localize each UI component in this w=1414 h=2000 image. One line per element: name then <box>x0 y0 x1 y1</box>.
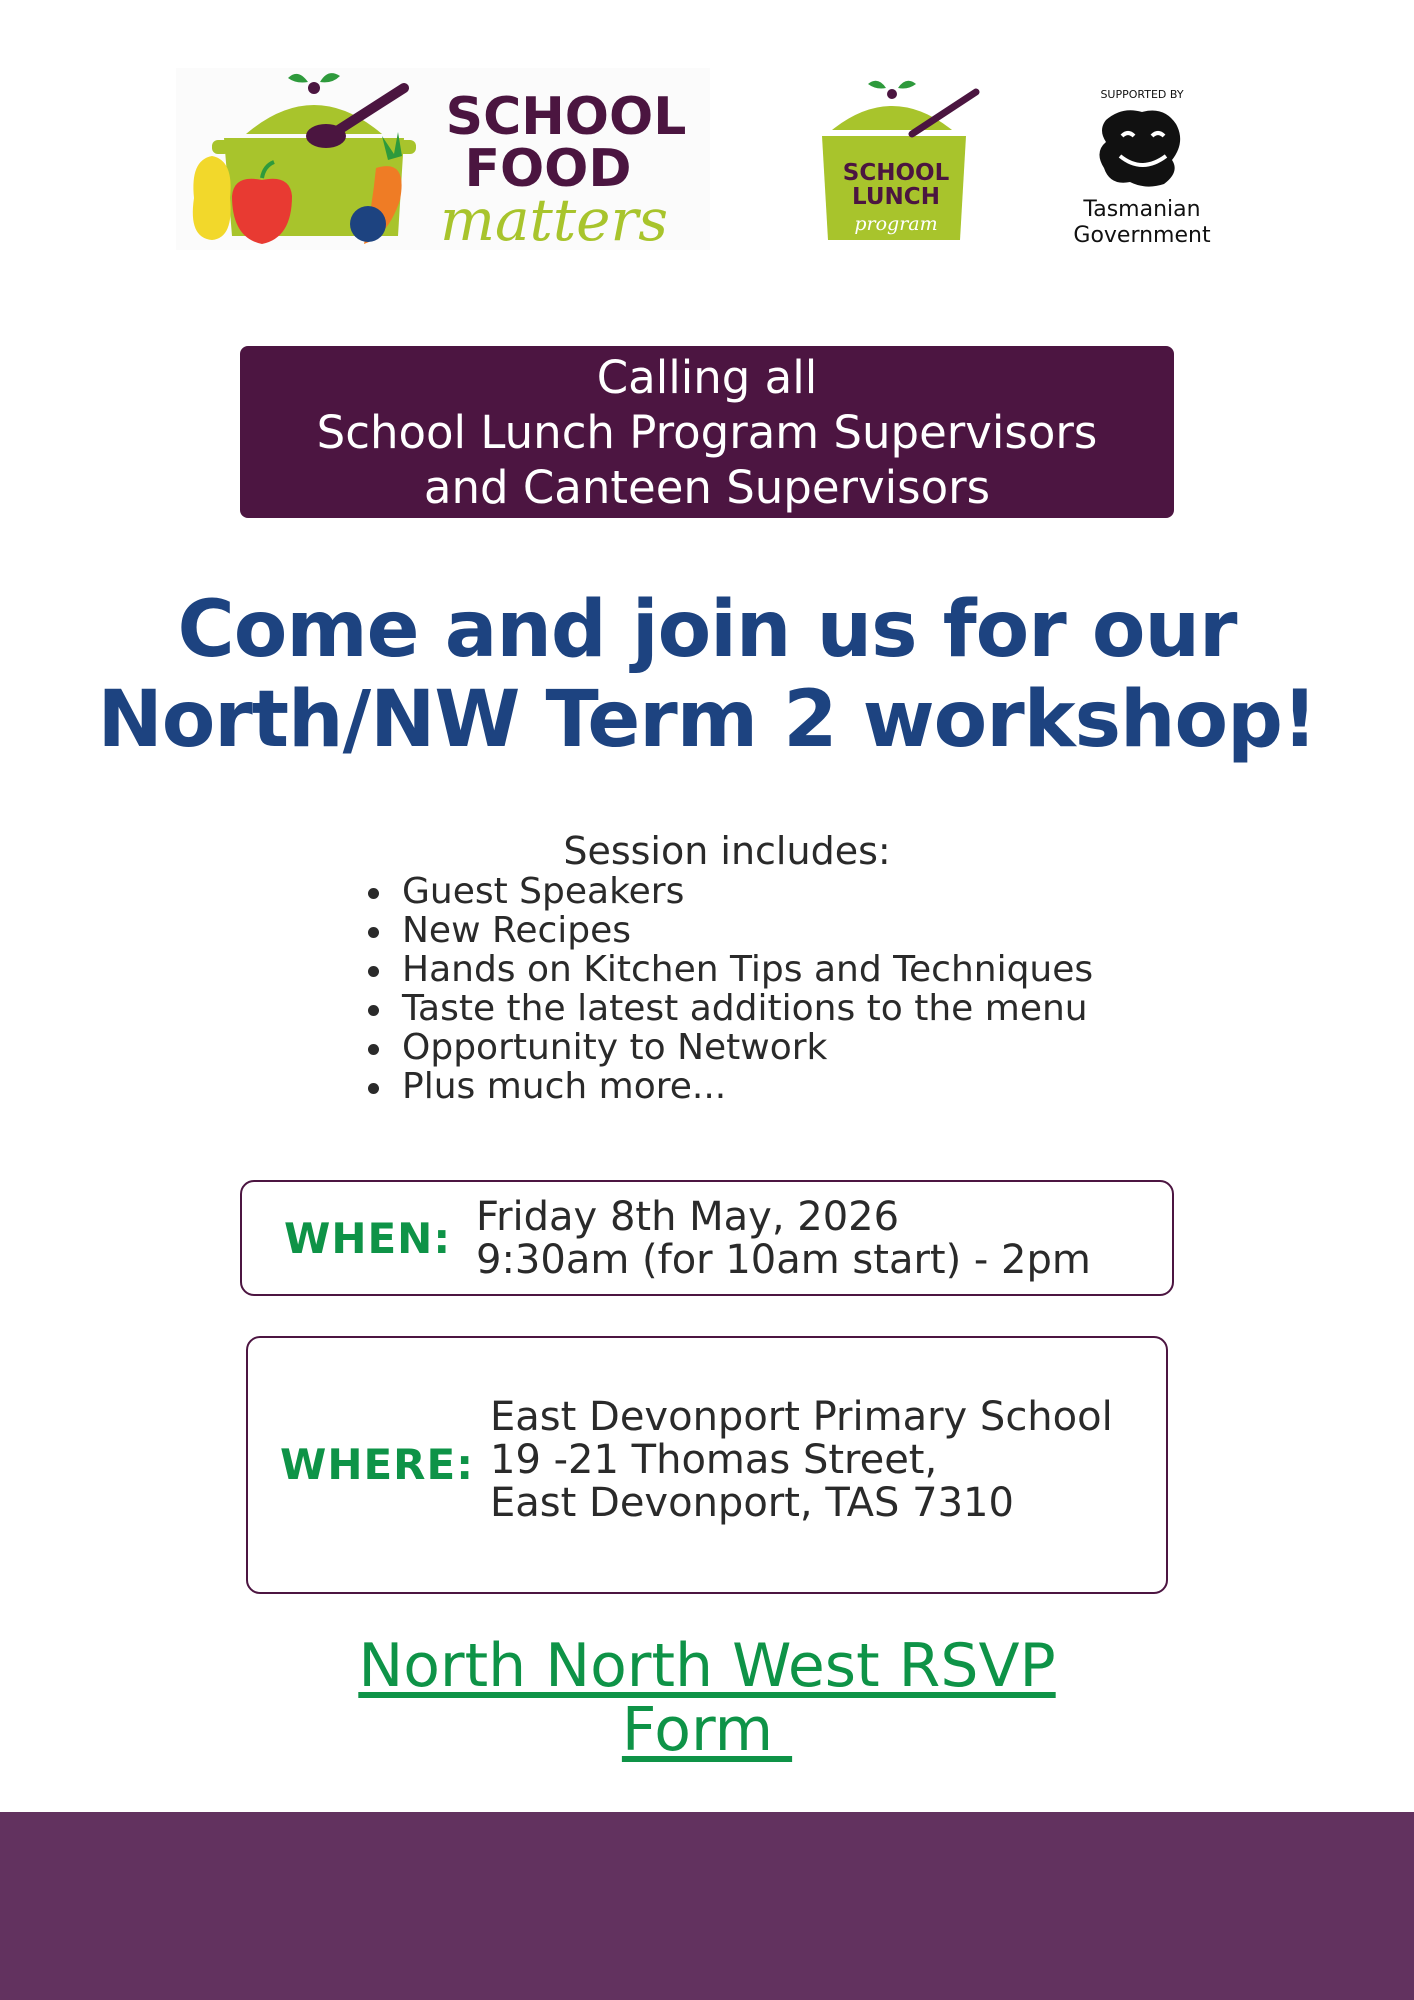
rsvp-form-link[interactable] <box>0 1631 1414 1765</box>
footer-band <box>0 1812 1414 2000</box>
when-details <box>476 1196 1091 1282</box>
where-venue: East Devonport Primary School <box>490 1394 1113 1440</box>
when-box <box>240 1180 1174 1296</box>
headline-line: Come and join us for our <box>177 585 1237 675</box>
rsvp-link-line[interactable]: Form <box>621 1695 793 1765</box>
where-suburb: East Devonport, TAS 7310 <box>490 1480 1014 1526</box>
when-label: WHEN: <box>284 1214 452 1263</box>
headline-line: North/NW Term 2 workshop! <box>97 675 1317 765</box>
tasmanian-government-logo <box>1060 86 1224 250</box>
school-lunch-program-logo <box>816 72 982 252</box>
cooking-pot-logo-art <box>176 68 710 250</box>
svg-text:SCHOOL: SCHOOL <box>842 160 950 186</box>
when-time: 9:30am (for 10am start) - 2pm <box>476 1237 1091 1283</box>
list-item: Taste the latest additions to the menu <box>362 989 1093 1028</box>
banner-line: Calling all <box>596 350 818 404</box>
when-date: Friday 8th May, 2026 <box>476 1194 900 1240</box>
workshop-headline <box>0 585 1414 765</box>
school-food-matters-logo <box>176 68 710 250</box>
tasmanian-devil-emblem-icon <box>1060 86 1224 250</box>
list-item: Opportunity to Network <box>362 1028 1093 1067</box>
svg-text:program: program <box>854 213 938 235</box>
svg-text:SUPPORTED BY: SUPPORTED BY <box>1100 88 1184 101</box>
where-details <box>490 1396 1113 1525</box>
calling-all-banner <box>240 346 1174 518</box>
svg-text:Tasmanian: Tasmanian <box>1083 197 1201 222</box>
where-label: WHERE: <box>280 1440 474 1489</box>
list-item: New Recipes <box>362 911 1093 950</box>
svg-text:matters: matters <box>439 186 669 250</box>
banner-line: School Lunch Program Supervisors <box>316 405 1098 459</box>
list-item: Plus much more... <box>362 1067 1093 1106</box>
svg-text:SCHOOL: SCHOOL <box>445 87 687 147</box>
list-item: Hands on Kitchen Tips and Techniques <box>362 950 1093 989</box>
list-item: Guest Speakers <box>362 872 1093 911</box>
svg-text:FOOD: FOOD <box>464 139 632 199</box>
rsvp-link-line[interactable]: North North West RSVP <box>358 1631 1056 1701</box>
where-box <box>246 1336 1168 1594</box>
where-street: 19 -21 Thomas Street, <box>490 1437 938 1483</box>
svg-text:Government: Government <box>1073 223 1211 248</box>
session-includes-title: Session includes: <box>563 829 891 873</box>
svg-text:LUNCH: LUNCH <box>852 184 940 210</box>
banner-line: and Canteen Supervisors <box>423 460 991 514</box>
lunch-pot-icon <box>816 72 982 252</box>
session-list <box>362 872 1093 1106</box>
